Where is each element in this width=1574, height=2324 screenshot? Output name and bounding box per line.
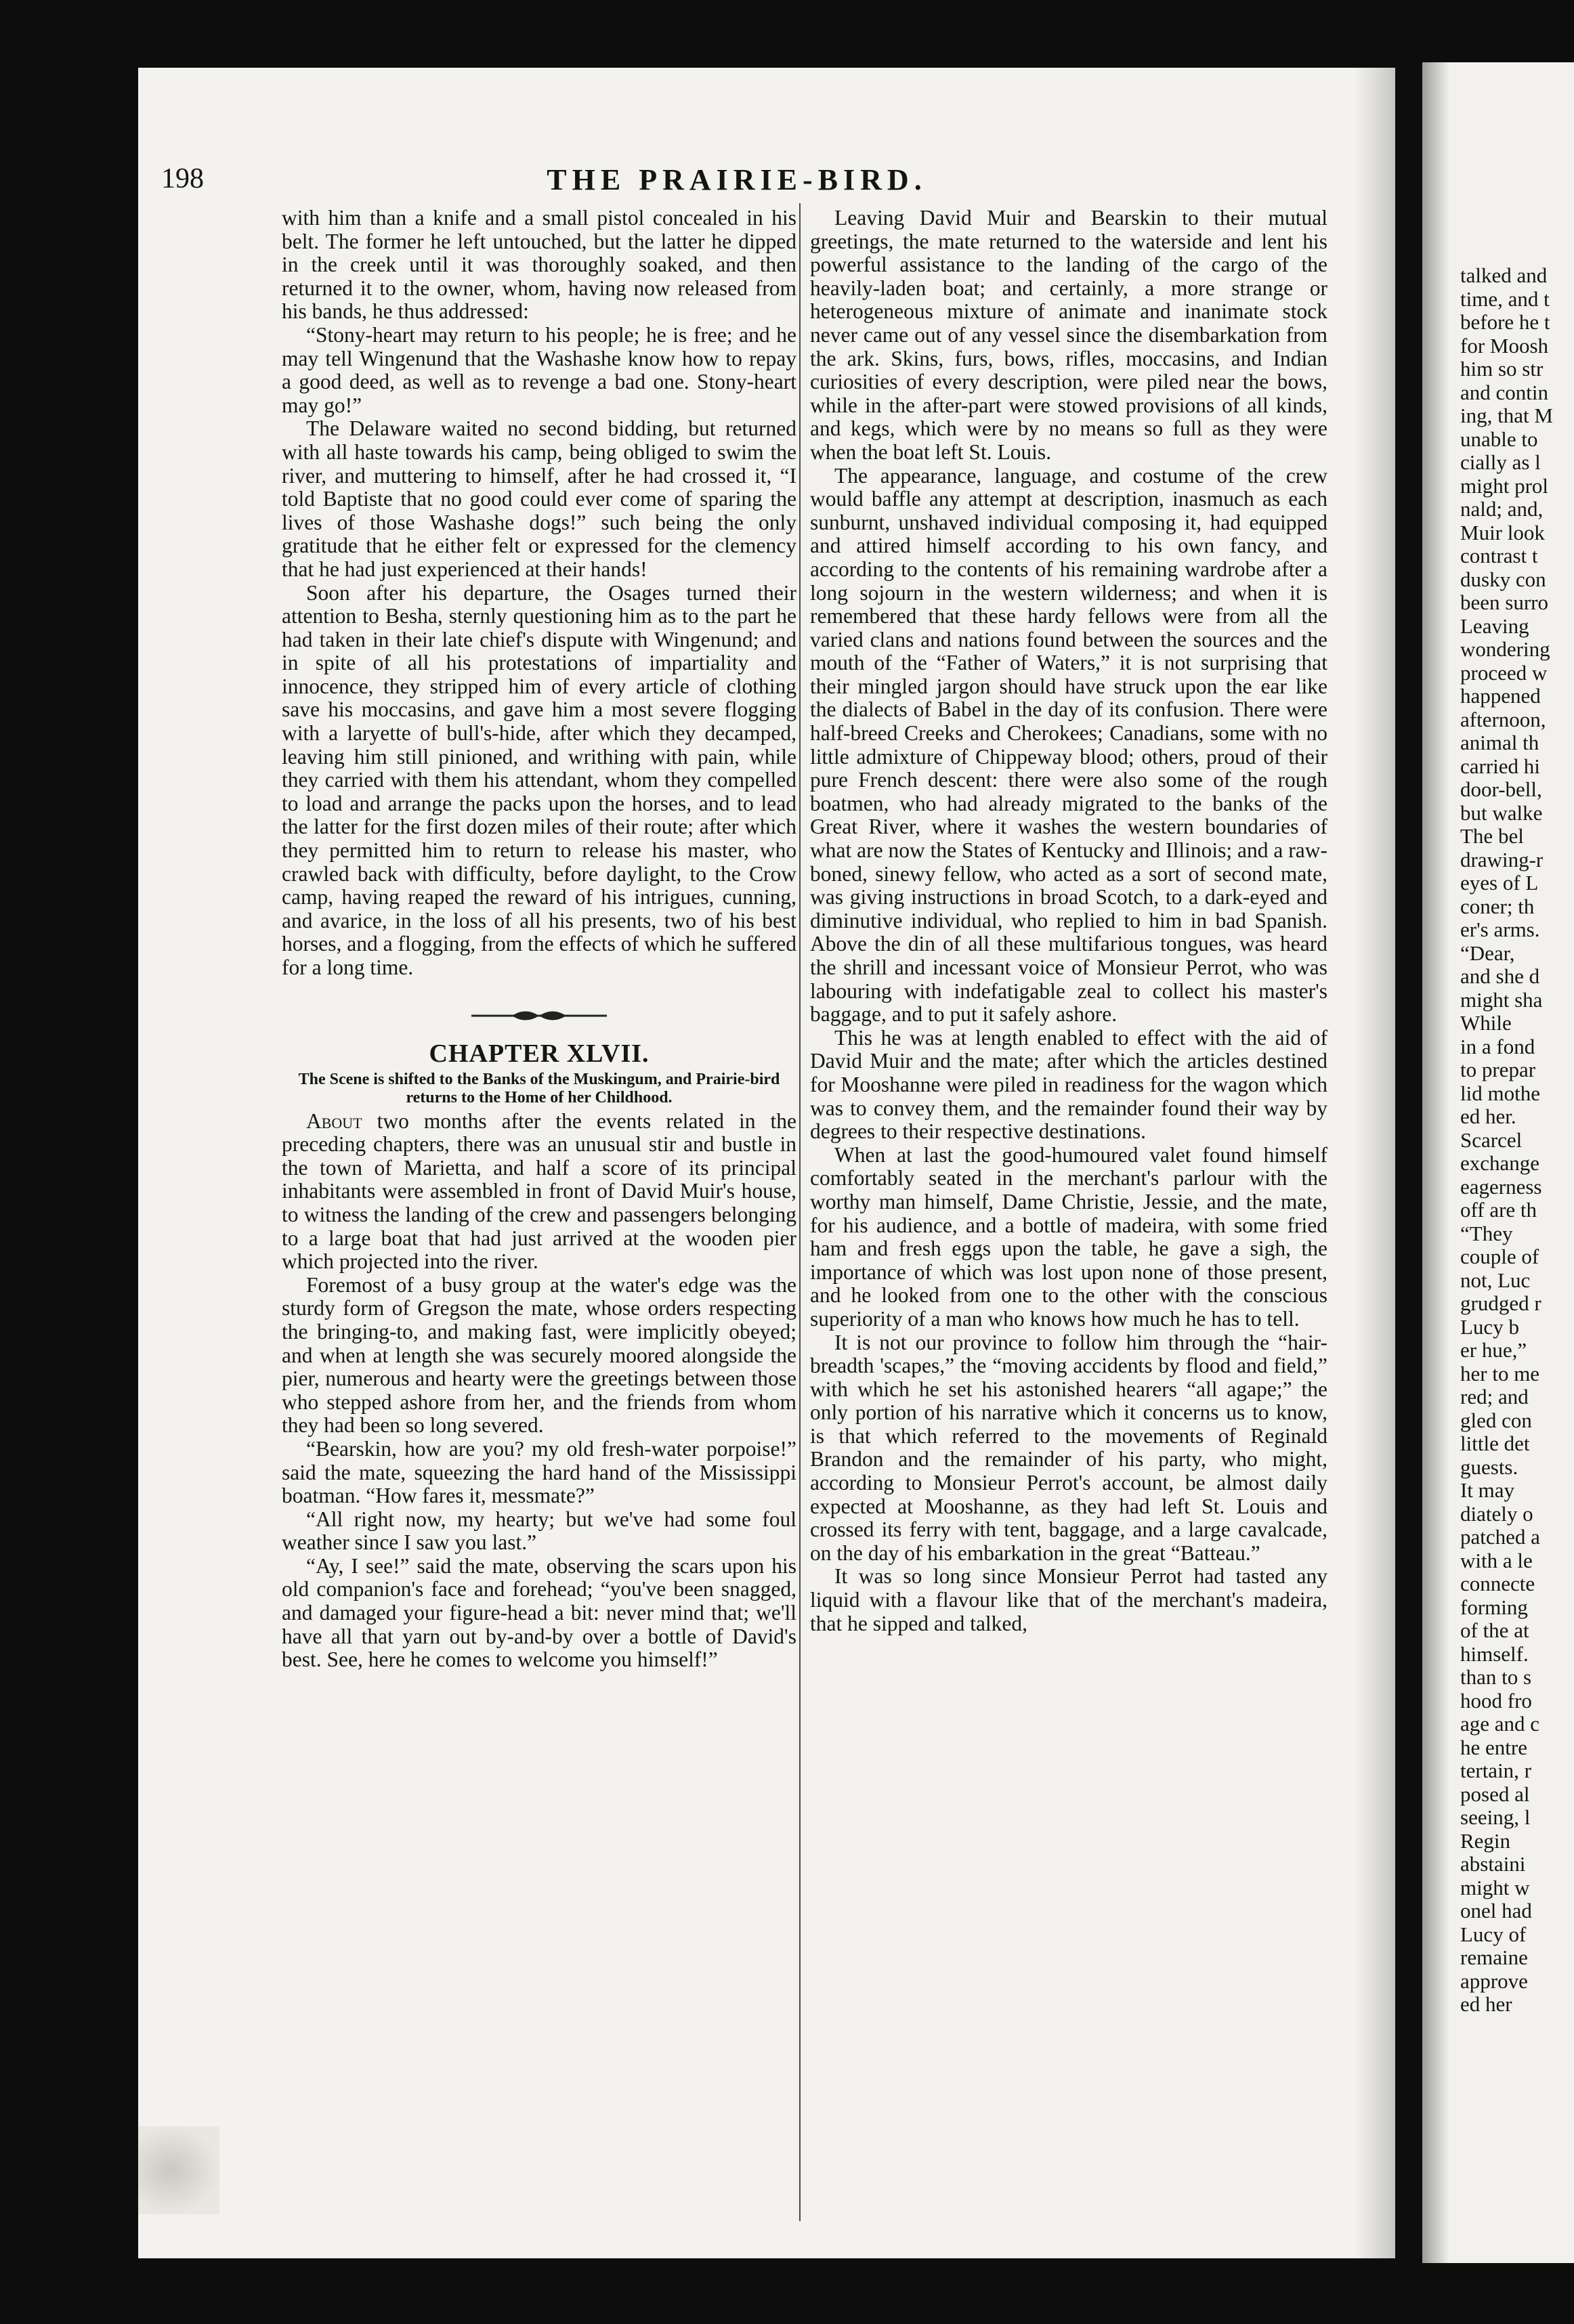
facing-page-line: “They bbox=[1460, 1221, 1513, 1245]
facing-page-line: been surro bbox=[1460, 590, 1548, 614]
left-column bbox=[282, 207, 796, 1672]
facing-page-line: posed al bbox=[1460, 1782, 1530, 1806]
facing-page-line: door-bell, bbox=[1460, 777, 1542, 801]
facing-page-line: guests. bbox=[1460, 1455, 1518, 1479]
facing-page-line: couple of bbox=[1460, 1245, 1539, 1268]
facing-page-line: coner; th bbox=[1460, 894, 1535, 918]
paragraph: “Stony-heart may return to his people; he is free; and he may tell Wingenund that the Washashe know how to repay a good deed, as well as to revenge a bad one. Stony-heart may go!” bbox=[282, 322, 796, 417]
thumb-smudge bbox=[138, 2126, 219, 2214]
facing-page-line: ed her. bbox=[1460, 1104, 1516, 1128]
facing-page-line: before he t bbox=[1460, 310, 1550, 334]
facing-page-line: red; and bbox=[1460, 1385, 1529, 1408]
paragraph: When at last the good-humoured valet found himself comfortably seated in the merchant's parlour with the worthy man himself, Dame Christie, Jessie, and the mate, for his audience, and a bottle of madeira, with some fried ham and fresh eggs upon the table, he gave a sigh, the importance of which was lost upon none of those present, and he looked from one to the other with the conscious superiority of a man who knows how much he has to tell. bbox=[810, 1142, 1327, 1331]
facing-page-line: to prepar bbox=[1460, 1058, 1536, 1081]
facing-page-line: lid mothe bbox=[1460, 1081, 1540, 1105]
facing-page-line: not, Luc bbox=[1460, 1268, 1531, 1292]
paragraph: “Ay, I see!” said the mate, observing the scars upon his old companion's face and forehead; “you've been snagged, and damaged your figure-head a bit: never mind that; we'll have all that yarn out by-and-by over a bottle of David's best. See, here he comes to welcome you himself!” bbox=[282, 1553, 796, 1672]
facing-page-line: off are th bbox=[1460, 1198, 1537, 1222]
ornament-divider-icon bbox=[471, 1004, 607, 1027]
facing-page-line: While bbox=[1460, 1011, 1512, 1035]
facing-page-line: Muir look bbox=[1460, 520, 1545, 544]
paragraph: with him than a knife and a small pistol concealed in his belt. The former he left untouched, but the latter he dipped in the creek until it was thoroughly soaked, and then returned it to the owner, whom, having now released from his bands, he thus addressed: bbox=[282, 206, 796, 324]
facing-page-line: for Moosh bbox=[1460, 333, 1549, 358]
facing-page-line: little det bbox=[1460, 1432, 1530, 1455]
facing-page-line: The bel bbox=[1460, 824, 1524, 848]
facing-page-line: him so str bbox=[1460, 357, 1544, 381]
facing-page-line: Regin bbox=[1460, 1828, 1511, 1853]
paragraph: It is not our province to follow him through the “hair-breadth 'scapes,” the “moving accidents by flood and field,” with which he set his astonished hearers “all agape;” the only portion of his narrative which it concerns us to know, is that which referred to the movements of Reginald Brandon and the remainder of his party, who might, according to Monsieur Perrot's account, be almost daily expected at Mooshanne, as they had left St. Louis and crossed its ferry with tent, baggage, and a large cavalcade, on the day of his embarkation in the great “Batteau.” bbox=[810, 1330, 1327, 1565]
facing-page-line: wondering bbox=[1460, 637, 1550, 661]
facing-page-line: unable to bbox=[1460, 427, 1538, 451]
paragraph: This he was at length enabled to effect with the aid of David Muir and the mate; after which the articles destined for Mooshanne were piled in readiness for the wagon which was to convey them, and the remainder found their way by degrees to their respective destinations. bbox=[810, 1025, 1327, 1144]
column-rule bbox=[799, 203, 801, 2221]
running-title: THE PRAIRIE-BIRD. bbox=[547, 163, 927, 196]
facing-page-line: eagerness bbox=[1460, 1174, 1542, 1199]
facing-page-line: animal th bbox=[1460, 731, 1539, 754]
facing-page-line: of the at bbox=[1460, 1618, 1529, 1642]
paragraph: “Bearskin, how are you? my old fresh-water porpoise!” said the mate, squeezing the hard hand of the Mississippi boatman. “How fares it, messmate?” bbox=[282, 1436, 796, 1508]
paragraph: The Delaware waited no second bidding, but returned with all haste towards his camp, being obliged to swim the river, and muttering to himself, after he had crossed it, “I told Baptiste that no good could ever come of sparing the lives of those Washashe dogs!” such being the only gratitude that he either felt or expressed for the clemency that he had just experienced at their hands! bbox=[282, 416, 796, 581]
facing-page-line: remaine bbox=[1460, 1945, 1528, 1969]
paragraph: It was so long since Monsieur Perrot had tasted any liquid with a flavour like that of the merchant's madeira, that he sipped and talked, bbox=[810, 1564, 1327, 1635]
facing-page-line: age and c bbox=[1460, 1712, 1540, 1736]
facing-page-line: connecte bbox=[1460, 1572, 1535, 1595]
facing-page-line: tertain, r bbox=[1460, 1759, 1532, 1782]
paragraph: Soon after his departure, the Osages turned their attention to Besha, sternly questioning him as to the part he had taken in their late chief's dispute with Wingenund; and in spite of all his protestations of impartiality and innocence, they stripped him of every article of clothing save his moccasins, and gave him a most severe flogging with a laryette of bull's-hide, after which they decamped, leaving him still pinioned, and writhing with pain, while they carried with them his attendant, whom they compelled to load and arrange the packs upon the horses, and to lead the latter for the first dozen miles of their route; after which they permitted him to return to release his master, who crawled back with difficulty, before daylight, to the Crow camp, having reaped the reward of his intrigues, cunning, and avarice, in the loss of all his presents, two of his best horses, and a flogging, from the effects of which he suffered for a long time. bbox=[282, 580, 796, 979]
facing-page-line: nald; and, bbox=[1460, 497, 1544, 521]
facing-page-line: cially as l bbox=[1460, 450, 1541, 474]
facing-page-line: seeing, l bbox=[1460, 1805, 1531, 1829]
facing-page-line: approve bbox=[1460, 1968, 1528, 1993]
facing-page-line: gled con bbox=[1460, 1408, 1532, 1432]
paragraph: The appearance, language, and costume of the crew would baffle any attempt at description, inasmuch as each sunburnt, unshaved individual composing it, had equipped and attired himself according to his own fancy, and according to the contents of his remaining wardrobe after a long sojourn in the western wilderness; and when it is remembered that these hardy fellows were from all the varied clans and nations found between the sources and the mouth of the “Father of Waters,” it is not surprising that their mingled jargon should have struck upon the ear like the dialects of Babel in the day of its confusion. There were half-breed Creeks and Cherokees; Canadians, some with no little admixture of Chippeway blood; others, proud of their pure French descent: there were also some of the rough boatmen, who had already migrated to the banks of the Great River, where it washes the western boundaries of what are now the States of Kentucky and Illinois; and a raw-boned, sinewy fellow, who acted as a sort of second mate, was giving instructions in broad Scotch, to a dark-eyed and diminutive individual, who replied to him in bad Spanish. Above the din of all these multifarious tongues, was heard the shrill and incessant voice of Monsieur Perrot, who was labouring with indefatigable zeal to collect his master's baggage, and to put it safely ashore. bbox=[810, 463, 1327, 1027]
facing-page-line: ed her bbox=[1460, 1992, 1512, 2016]
facing-page-line: and she d bbox=[1460, 964, 1540, 988]
facing-page-line: carried hi bbox=[1460, 754, 1540, 778]
facing-page-line: dusky con bbox=[1460, 567, 1546, 591]
page-header bbox=[161, 163, 1313, 203]
facing-page-line: er's arms. bbox=[1460, 918, 1540, 941]
facing-page-line: talked and bbox=[1460, 263, 1548, 287]
facing-page-line: contrast t bbox=[1460, 544, 1538, 567]
facing-page-line: might w bbox=[1460, 1875, 1530, 1899]
facing-page-line: Lucy of bbox=[1460, 1922, 1527, 1946]
paragraph: “All right now, my hearty; but we've had some foul weather since I saw you last.” bbox=[282, 1507, 796, 1555]
facing-page bbox=[1422, 62, 1574, 2263]
facing-page-line: might sha bbox=[1460, 987, 1543, 1012]
facing-page-line: her to me bbox=[1460, 1361, 1540, 1385]
facing-page-line: but walke bbox=[1460, 800, 1543, 825]
facing-page-line: hood fro bbox=[1460, 1688, 1532, 1713]
paragraph-text: two months after the events related in the preceding chapters, there was an unusual stir and bustle in the town of Marietta, and half a score of its principal inhabitants were assembled in front of David Muir's house, to witness the landing of the crew and passengers belonging to a large boat that had just arrived at the wooden pier which projected into the river. bbox=[282, 1109, 796, 1274]
paragraph: Leaving David Muir and Bearskin to their mutual greetings, the mate returned to the waterside and lent his powerful assistance to the landing of the cargo of the heavily-laden boat; and certainly, a more strange or heterogeneous mixture of animate and inanimate stock never came out of any vessel since the disembarkation from the ark. Skins, furs, bows, rifles, moccasins, and Indian curiosities of every description, were piled near the bows, while in the after-part were stowed provisions of all kinds, and kegs, which were by no means so full as they were when the boat left St. Louis. bbox=[810, 206, 1327, 464]
facing-page-line: than to s bbox=[1460, 1665, 1532, 1689]
chapter-summary: The Scene is shifted to the Banks of the Muskingum, and Prairie-bird returns to the Home of her Childhood. bbox=[298, 1070, 780, 1106]
facing-page-line: happened bbox=[1460, 684, 1541, 708]
facing-page-line: patched a bbox=[1460, 1525, 1540, 1549]
facing-page-line: time, and t bbox=[1460, 286, 1550, 311]
facing-page-line: “Dear, bbox=[1460, 941, 1515, 965]
facing-page-line: Lucy b bbox=[1460, 1314, 1519, 1339]
facing-page-line: drawing-r bbox=[1460, 847, 1544, 872]
facing-page-text bbox=[1460, 264, 1574, 2017]
facing-page-line: forming bbox=[1460, 1595, 1528, 1619]
facing-page-line: Leaving bbox=[1460, 614, 1529, 638]
facing-page-line: It may bbox=[1460, 1478, 1515, 1502]
facing-page-line: onel had bbox=[1460, 1899, 1532, 1922]
facing-page-line: and contin bbox=[1460, 380, 1548, 404]
paragraph: Foremost of a busy group at the water's edge was the sturdy form of Gregson the mate, whose orders respecting the bringing-to, and making fast, were implicitly obeyed; and when at length she was securely moored alongside the pier, numerous and hearty were the greetings between those who stepped ashore from her, and the friends from whom they had been so long severed. bbox=[282, 1272, 796, 1438]
facing-page-line: afternoon, bbox=[1460, 707, 1546, 731]
chapter-opening-paragraph bbox=[282, 1110, 796, 1274]
facing-page-line: might prol bbox=[1460, 473, 1549, 498]
chapter-first-word: About bbox=[306, 1109, 362, 1133]
facing-page-line: grudged r bbox=[1460, 1291, 1541, 1315]
page-number: 198 bbox=[161, 163, 204, 194]
chapter-title: CHAPTER XLVII. bbox=[429, 1039, 650, 1068]
facing-page-line: he entre bbox=[1460, 1735, 1527, 1759]
facing-page-line: in a fond bbox=[1460, 1034, 1535, 1058]
facing-page-line: diately o bbox=[1460, 1501, 1533, 1526]
facing-page-line: with a le bbox=[1460, 1548, 1533, 1572]
facing-page-line: Scarcel bbox=[1460, 1127, 1523, 1152]
facing-page-line: proceed w bbox=[1460, 660, 1548, 685]
facing-page-line: er hue,” bbox=[1460, 1338, 1527, 1362]
facing-page-line: eyes of L bbox=[1460, 871, 1539, 895]
facing-page-line: ing, that M bbox=[1460, 404, 1553, 427]
facing-page-line: himself. bbox=[1460, 1641, 1529, 1666]
facing-page-line: exchange bbox=[1460, 1151, 1540, 1175]
right-column bbox=[810, 207, 1327, 1635]
facing-page-line: abstaini bbox=[1460, 1852, 1526, 1876]
